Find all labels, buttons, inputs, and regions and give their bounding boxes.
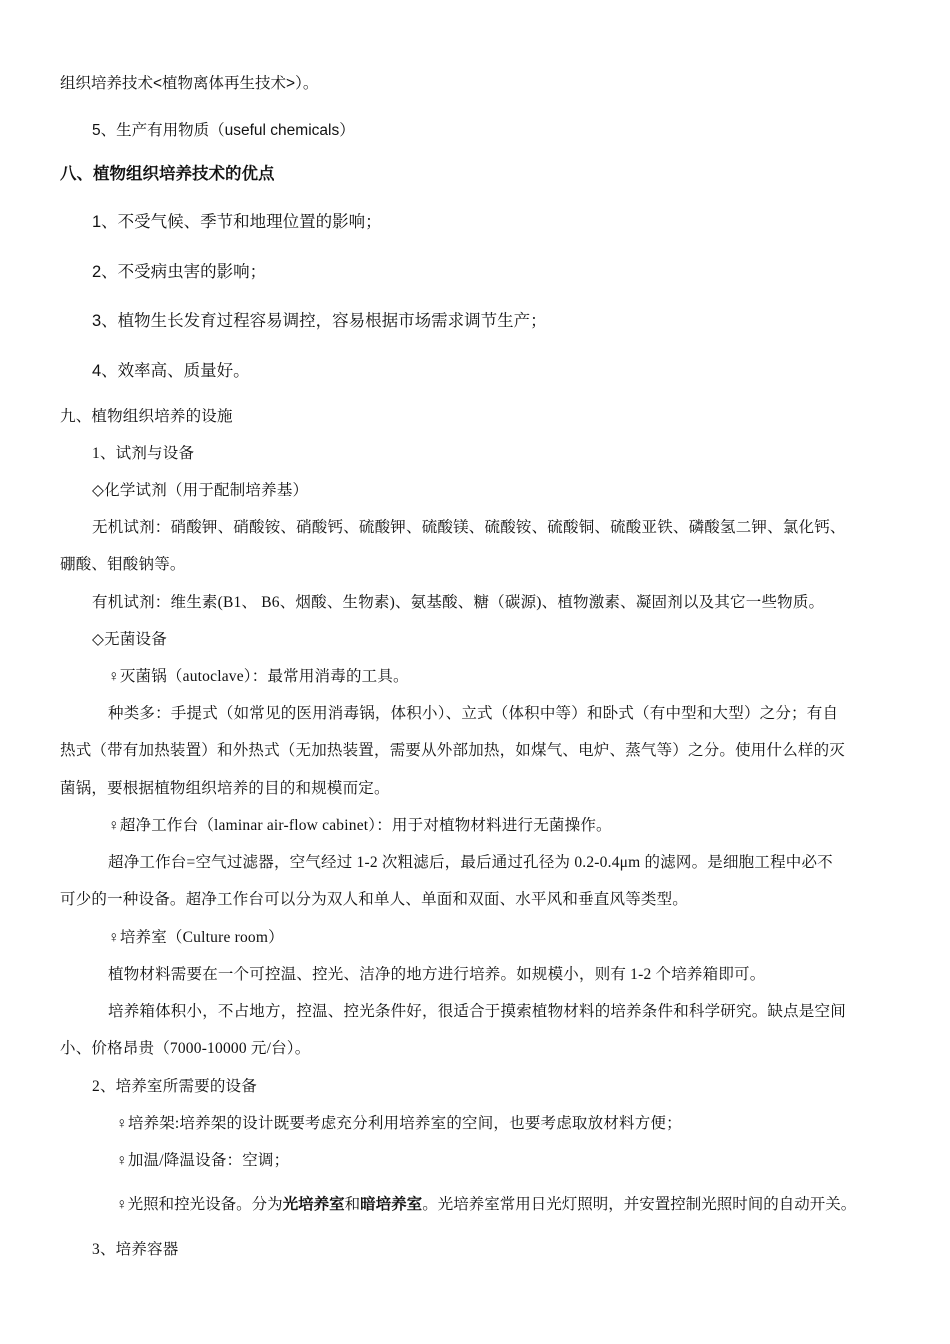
- subsection-2-heading: 2、培养室所需要的设备: [92, 1078, 257, 1095]
- female-symbol-icon: ♀: [116, 1196, 128, 1213]
- female-symbol-icon: ♀: [108, 668, 120, 685]
- culture-room-item: [108, 925, 284, 947]
- clean-bench-text: 超净工作台（laminar air-flow cabinet）：用于对植物材料进行无菌操作。: [119, 817, 612, 834]
- clean-bench-desc-line-1: 超净工作台=空气过滤器，空气经过 1-2 次粗滤后，最后通过孔径为 0.2-0.4μm 的滤网。是细胞工程中必不: [108, 854, 833, 871]
- sterile-equipment-heading: ◇无菌设备: [92, 631, 167, 648]
- clean-bench-desc-line-2: 可少的一种设备。超净工作台可以分为双人和单人、单面和双面、水平风和垂直风等类型。: [60, 891, 689, 908]
- section-9-heading: 九、植物组织培养的设施: [60, 408, 233, 425]
- advantage-item-2: 2、不受病虫害的影响；: [92, 263, 267, 281]
- female-symbol-icon: ♀: [108, 817, 120, 834]
- female-symbol-icon: ♀: [108, 929, 120, 946]
- temperature-item: [116, 1148, 289, 1170]
- organic-reagents: 有机试剂：维生素(B1、 B6、烟酸、生物素)、氨基酸、糖（碳源)、植物激素、凝固剂以及其它一些物质。: [92, 594, 825, 611]
- subsection-1-heading: 1、试剂与设备: [92, 445, 195, 462]
- advantage-item-3: 3、植物生长发育过程容易调控，容易根据市场需求调节生产；: [92, 312, 547, 330]
- inorganic-reagents-line-1: 无机试剂：硝酸钾、硝酸铵、硝酸钙、硫酸钾、硫酸镁、硫酸铵、硫酸铜、硫酸亚铁、磷酸氢二钾、氯化钙、: [92, 519, 846, 536]
- temperature-text: 加温/降温设备：空调；: [127, 1152, 290, 1169]
- section-8-heading: 八、植物组织培养技术的优点: [60, 165, 275, 183]
- culture-room-text: 培养室（Culture room）: [119, 929, 284, 946]
- autoclave-desc-line-1: 种类多：手提式（如常见的医用消毒锅，体积小）、立式（体积中等）和卧式（有中型和大型）之分；有自: [108, 705, 839, 722]
- advantage-item-4: 4、效率高、质量好。: [92, 362, 250, 380]
- culture-rack-item: [116, 1111, 682, 1133]
- culture-rack-text: 培养架:培养架的设计既要考虑充分利用培养室的空间，也要考虑取放材料方便；: [127, 1115, 682, 1132]
- autoclave-item: [108, 664, 409, 686]
- culture-room-desc: 植物材料需要在一个可控温、控光、洁净的地方进行培养。如规模小，则有 1-2 个培养箱即可。: [108, 966, 766, 983]
- lighting-item: [116, 1192, 856, 1214]
- subsection-3-heading: 3、培养容器: [92, 1241, 179, 1258]
- incubator-desc-line-1: 培养箱体积小，不占地方，控温、控光条件好，很适合于摸索植物材料的培养条件和科学研究。缺点是空间: [108, 1003, 846, 1020]
- lighting-text-part-2: 和: [344, 1196, 361, 1213]
- intro-continuation: 组织培养技术<植物离体再生技术>）。: [60, 75, 319, 92]
- advantage-item-1: 1、不受气候、季节和地理位置的影响；: [92, 213, 382, 231]
- clean-bench-item: [108, 813, 612, 835]
- autoclave-text: 灭菌锅（autoclave）：最常用消毒的工具。: [119, 668, 409, 685]
- autoclave-desc-line-2: 热式（带有加热装置）和外热式（无加热装置，需要从外部加热，如煤气、电炉、蒸气等）之分。使用什么样的灭: [60, 742, 846, 759]
- female-symbol-icon: ♀: [116, 1152, 128, 1169]
- item-useful-chemicals: 5、生产有用物质（useful chemicals）: [92, 122, 355, 139]
- lighting-text-part-3: 。光培养室常用日光灯照明，并安置控制光照时间的自动开关。: [422, 1196, 857, 1213]
- dark-room-term: 暗培养室: [360, 1196, 423, 1213]
- chemicals-heading: ◇化学试剂（用于配制培养基）: [92, 482, 309, 499]
- lighting-text-part-1: 光照和控光设备。分为: [127, 1196, 283, 1213]
- incubator-desc-line-2: 小、价格昂贵（7000-10000 元/台）。: [60, 1040, 311, 1057]
- light-room-term: 光培养室: [282, 1196, 345, 1213]
- inorganic-reagents-line-2: 硼酸、钼酸钠等。: [60, 556, 186, 573]
- female-symbol-icon: ♀: [116, 1115, 128, 1132]
- autoclave-desc-line-3: 菌锅，要根据植物组织培养的目的和规模而定。: [60, 780, 390, 797]
